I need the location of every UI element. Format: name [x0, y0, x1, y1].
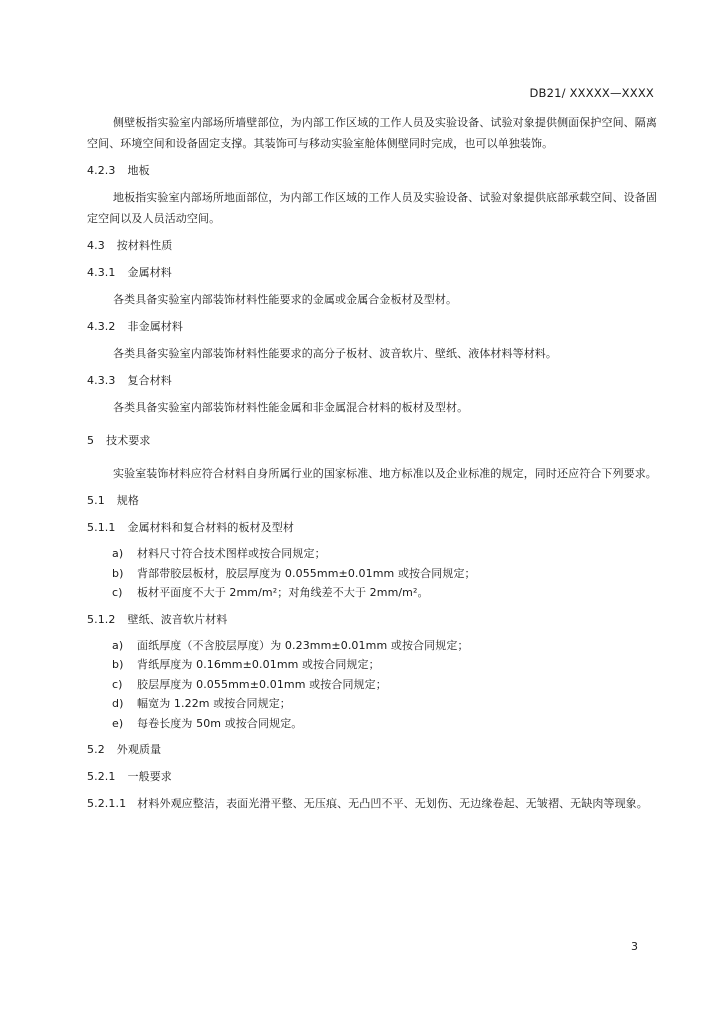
section-number: 4.3.3	[87, 374, 116, 387]
section-heading	[87, 430, 657, 451]
list-item	[87, 694, 657, 714]
section-heading	[87, 766, 657, 787]
body-paragraph: 5.2.1.1 材料外观应整洁，表面光滑平整、无压痕、无凸凹不平、无划伤、无边缘卷起、无皱褶、无缺肉等现象。	[87, 797, 648, 810]
list-item-text: 面纸厚度（不含胶层厚度）为 0.23mm±0.01mm 或按合同规定；	[137, 638, 469, 652]
list-item-label: b)	[112, 658, 124, 671]
list-item-text: 板材平面度不大于 2mm/m²；对角线差不大于 2mm/m²。	[137, 586, 429, 599]
list-item-text: 胶层厚度为 0.055mm±0.01mm 或按合同规定；	[137, 677, 387, 691]
list-item-label: b)	[112, 566, 124, 580]
list-item-text: 背部带胶层板材，胶层厚度为 0.055mm±0.01mm 或按合同规定；	[137, 566, 476, 580]
body-paragraph: 侧壁板指实验室内部场所墙壁部位，为内部工作区域的工作人员及实验设备、试验对象提供侧面保护空间、隔离空间、环境空间和设备固定支撑。其装饰可与移动实验室舱体侧壁同时完成，也可以单独装饰。	[87, 116, 657, 150]
requirement-list	[87, 636, 657, 734]
body-paragraph: 实验室装饰材料应符合材料自身所属行业的国家标准、地方标准以及企业标准的规定，同时还应符合下列要求。	[113, 467, 657, 480]
section-heading	[87, 370, 657, 391]
section-heading	[87, 517, 657, 538]
section-title: 金属材料和复合材料的板材及型材	[127, 521, 294, 534]
list-item-label: e)	[112, 716, 124, 730]
section-title: 外观质量	[116, 743, 162, 756]
page-number: 3	[631, 940, 638, 953]
body-paragraph: 各类具备实验室内部装饰材料性能金属和非金属混合材料的板材及型材。	[113, 401, 469, 414]
body-paragraph: 各类具备实验室内部装饰材料性能要求的高分子板材、波音软片、壁纸、液体材料等材料。	[113, 347, 557, 360]
list-item	[87, 675, 657, 695]
section-number: 5.1.2	[87, 612, 116, 626]
list-item-text: 材料尺寸符合技术图样或按合同规定；	[137, 547, 326, 560]
section-heading	[87, 235, 657, 256]
section-number: 5.2	[87, 743, 105, 756]
section-title: 地板	[127, 164, 150, 177]
document-code: DB21/ XXXXX—XXXX	[529, 86, 654, 100]
list-item	[87, 583, 657, 603]
section-number: 5	[87, 434, 95, 447]
section-heading	[87, 160, 657, 181]
section-number: 4.3	[87, 239, 105, 252]
list-item-text: 背纸厚度为 0.16mm±0.01mm 或按合同规定；	[137, 658, 380, 671]
section-title: 按材料性质	[116, 239, 173, 252]
section-number: 5.2.1	[87, 770, 116, 783]
section-number: 4.2.3	[87, 164, 116, 177]
section-title: 一般要求	[127, 770, 172, 783]
section-number: 4.3.1	[87, 266, 116, 279]
section-title: 金属材料	[127, 266, 172, 279]
list-item-label: c)	[112, 677, 123, 691]
section-number: 5.1	[87, 494, 105, 507]
section-heading	[87, 490, 657, 511]
list-item-label: a)	[112, 638, 124, 652]
section-title: 非金属材料	[127, 320, 183, 333]
section-title: 壁纸、波音软片材料	[127, 612, 228, 626]
requirement-list	[87, 544, 657, 603]
section-heading	[87, 316, 657, 337]
list-item-label: c)	[112, 586, 123, 599]
list-item-text: 每卷长度为 50m 或按合同规定。	[137, 716, 303, 730]
list-item-label: a)	[112, 547, 124, 560]
list-item	[87, 714, 657, 734]
section-number: 4.3.2	[87, 320, 116, 333]
section-title: 复合材料	[127, 374, 172, 387]
section-heading	[87, 262, 657, 283]
section-title: 规格	[116, 494, 139, 507]
section-heading	[87, 739, 657, 760]
list-item-label: d)	[112, 697, 124, 710]
list-item	[87, 544, 657, 564]
section-title: 技术要求	[106, 434, 151, 447]
list-item-text: 幅宽为 1.22m 或按合同规定；	[137, 697, 291, 710]
list-item	[87, 655, 657, 675]
section-number: 5.1.1	[87, 521, 116, 534]
body-paragraph: 各类具备实验室内部装饰材料性能要求的金属或金属合金板材及型材。	[113, 293, 458, 306]
body-paragraph: 地板指实验室内部场所地面部位，为内部工作区域的工作人员及实验设备、试验对象提供底部承载空间、设备固定空间以及人员活动空间。	[87, 191, 657, 225]
page-content	[87, 112, 657, 820]
list-item	[87, 636, 657, 656]
list-item	[87, 564, 657, 584]
section-heading	[87, 609, 657, 630]
